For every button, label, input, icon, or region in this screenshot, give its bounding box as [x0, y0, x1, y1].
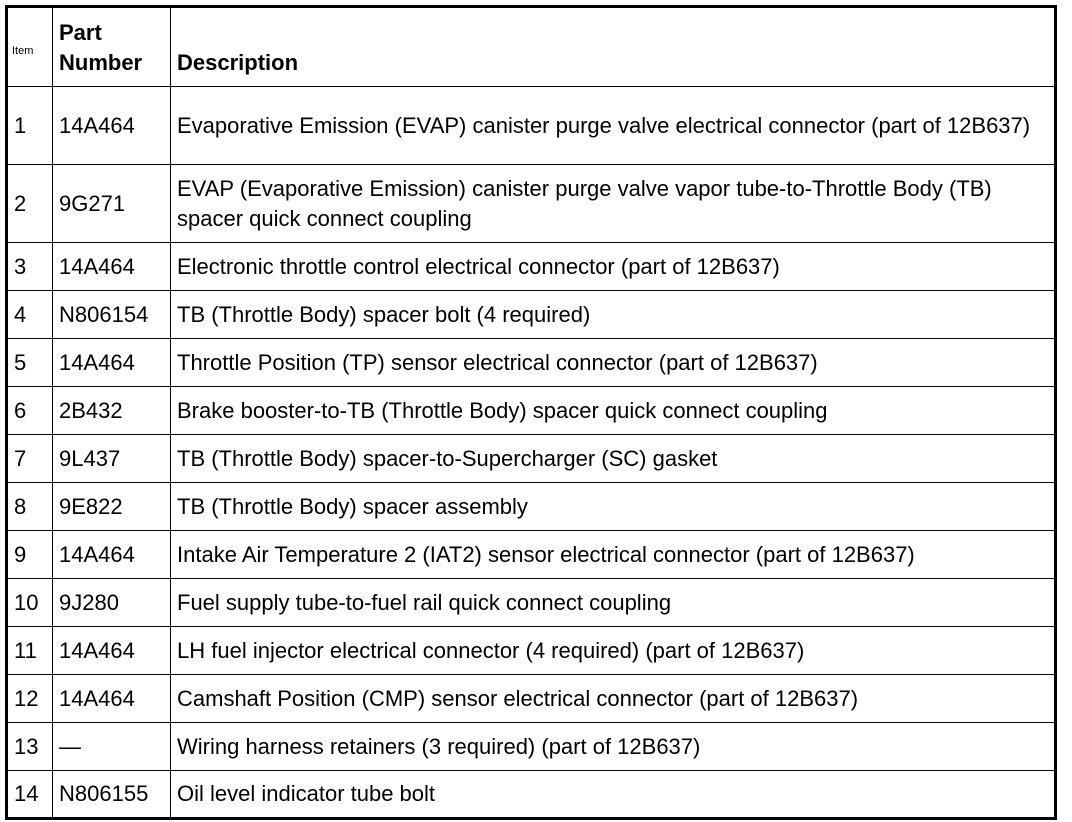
table-row [7, 291, 1056, 339]
table-row [7, 87, 1056, 165]
table-row [7, 723, 1056, 771]
header-description: Description [171, 7, 1056, 87]
cell-item: 2 [7, 165, 53, 243]
table-row [7, 675, 1056, 723]
table-row [7, 627, 1056, 675]
cell-item: 14 [7, 771, 53, 819]
cell-description: LH fuel injector electrical connector (4 required) (part of 12B637) [171, 627, 1056, 675]
cell-part-number: N806154 [53, 291, 171, 339]
cell-description: TB (Throttle Body) spacer bolt (4 required) [171, 291, 1056, 339]
cell-item: 12 [7, 675, 53, 723]
cell-part-number: 2B432 [53, 387, 171, 435]
cell-description: Electronic throttle control electrical connector (part of 12B637) [171, 243, 1056, 291]
cell-part-number: 9E822 [53, 483, 171, 531]
cell-part-number: 9G271 [53, 165, 171, 243]
cell-description: Camshaft Position (CMP) sensor electrical connector (part of 12B637) [171, 675, 1056, 723]
cell-item: 1 [7, 87, 53, 165]
table-row [7, 339, 1056, 387]
cell-description: Throttle Position (TP) sensor electrical connector (part of 12B637) [171, 339, 1056, 387]
cell-part-number: 14A464 [53, 339, 171, 387]
table-row [7, 435, 1056, 483]
cell-description: Fuel supply tube-to-fuel rail quick connect coupling [171, 579, 1056, 627]
cell-part-number: 14A464 [53, 87, 171, 165]
cell-part-number: 9J280 [53, 579, 171, 627]
cell-item: 11 [7, 627, 53, 675]
cell-item: 13 [7, 723, 53, 771]
table-row [7, 243, 1056, 291]
table-row [7, 531, 1056, 579]
cell-item: 4 [7, 291, 53, 339]
cell-description: EVAP (Evaporative Emission) canister purge valve vapor tube-to-Throttle Body (TB) spacer quick connect coupling [171, 165, 1056, 243]
header-row [7, 7, 1056, 87]
cell-item: 3 [7, 243, 53, 291]
cell-description: Evaporative Emission (EVAP) canister purge valve electrical connector (part of 12B637) [171, 87, 1056, 165]
header-item: Item [7, 7, 53, 87]
cell-description: Brake booster-to-TB (Throttle Body) spacer quick connect coupling [171, 387, 1056, 435]
cell-item: 7 [7, 435, 53, 483]
cell-part-number: 14A464 [53, 627, 171, 675]
cell-description: Intake Air Temperature 2 (IAT2) sensor electrical connector (part of 12B637) [171, 531, 1056, 579]
table-row [7, 387, 1056, 435]
cell-part-number: 14A464 [53, 243, 171, 291]
cell-description: TB (Throttle Body) spacer-to-Supercharger (SC) gasket [171, 435, 1056, 483]
cell-item: 10 [7, 579, 53, 627]
cell-item: 6 [7, 387, 53, 435]
cell-part-number: 14A464 [53, 675, 171, 723]
cell-item: 5 [7, 339, 53, 387]
parts-table [5, 5, 1057, 820]
table-row [7, 579, 1056, 627]
cell-part-number: 14A464 [53, 531, 171, 579]
cell-description: Oil level indicator tube bolt [171, 771, 1056, 819]
cell-part-number: 9L437 [53, 435, 171, 483]
cell-part-number: N806155 [53, 771, 171, 819]
table-row [7, 165, 1056, 243]
cell-part-number: — [53, 723, 171, 771]
cell-item: 8 [7, 483, 53, 531]
cell-description: TB (Throttle Body) spacer assembly [171, 483, 1056, 531]
table-row [7, 483, 1056, 531]
cell-description: Wiring harness retainers (3 required) (part of 12B637) [171, 723, 1056, 771]
table-row [7, 771, 1056, 819]
cell-item: 9 [7, 531, 53, 579]
header-part-number: Part Number [53, 7, 171, 87]
